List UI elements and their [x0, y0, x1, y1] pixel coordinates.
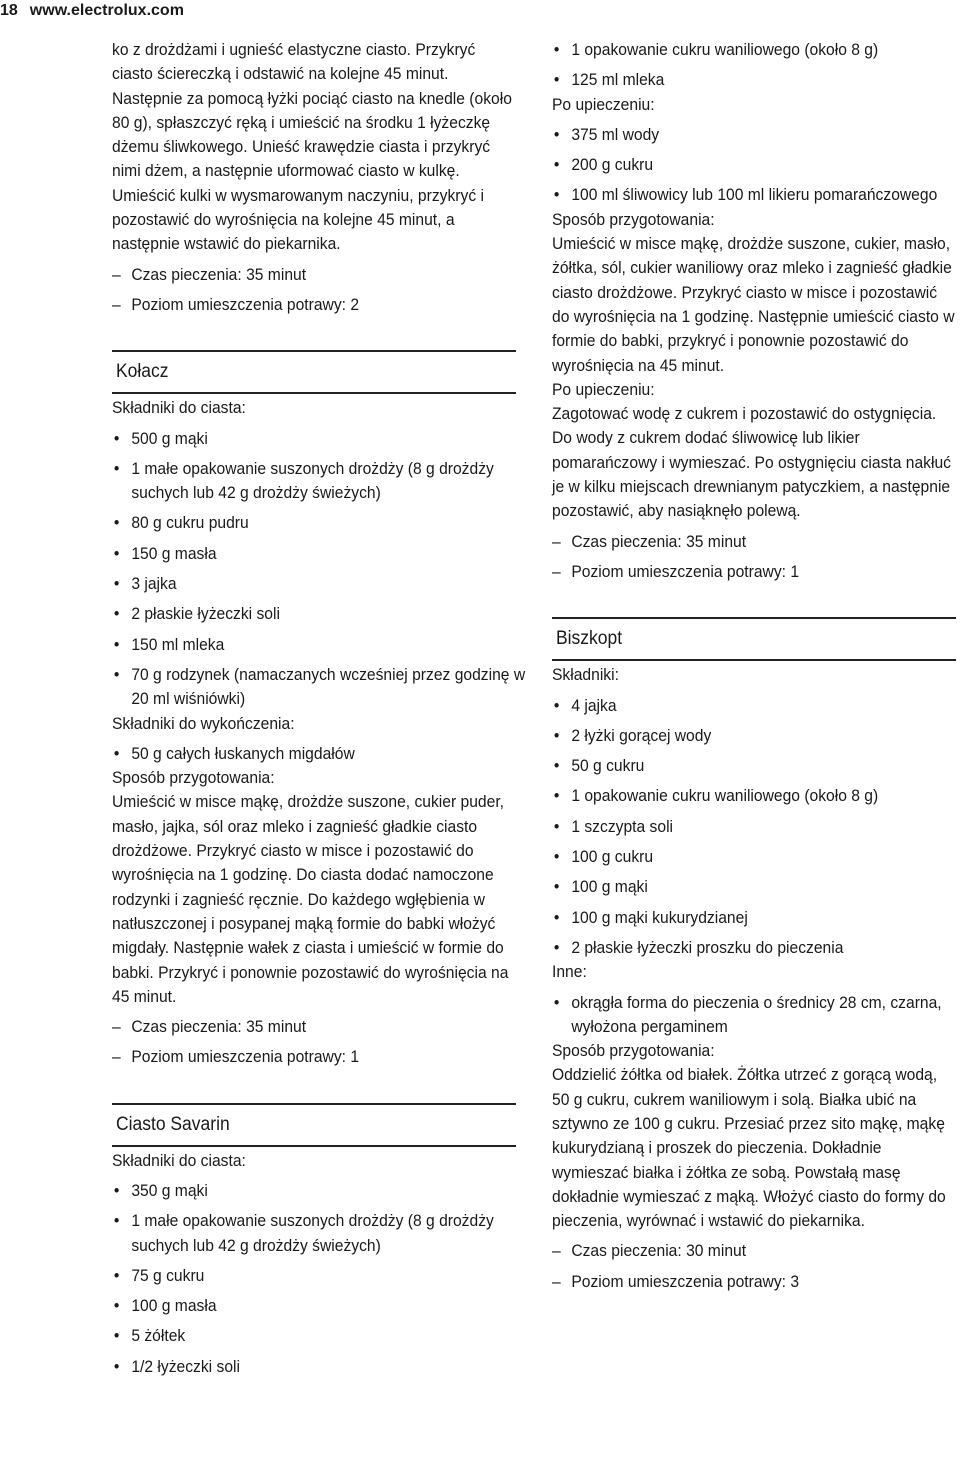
list-item: • 100 g masła [112, 1294, 535, 1318]
dash-item: – Poziom umieszczenia potrawy: 1 [552, 560, 960, 584]
dash-item: – Poziom umieszczenia potrawy: 2 [112, 293, 535, 317]
site-url: www.electrolux.com [29, 2, 184, 19]
list-item: • 1 szczypta soli [552, 815, 960, 839]
subheading: Sposób przygotowania: [112, 768, 275, 788]
list-item: • 100 g mąki kukurydzianej [552, 906, 960, 930]
list-item: • 50 g całych łuskanych migdałów [112, 742, 535, 766]
list-item: • 350 g mąki [112, 1179, 535, 1203]
right-column [552, 38, 956, 1294]
list-item: • 100 g cukru [552, 845, 960, 869]
method-paragraph: Umieścić w misce mąkę, drożdże suszone, cukier, masło, żółtka, sól, cukier waniliowy oraz mleko i zagnieść gładkie ciasto drożdżowe. Przykryć ciasto w misce i pozostawić do wyrośnięcia na 1 godzinę. Następnie umieścić ciasto w formie do babki, przykryć i ponownie pozostawić do wyrośnięcia na 45 minut. [552, 234, 955, 375]
list-item: • 1 opakowanie cukru waniliowego (około 8 g) [552, 784, 960, 808]
dash-item: – Czas pieczenia: 35 minut [112, 263, 535, 287]
left-column [112, 38, 526, 1379]
list-item: • 3 jajka [112, 572, 535, 596]
subheading: Składniki: [552, 665, 619, 685]
subheading: Składniki do ciasta: [112, 398, 246, 418]
list-item: • 4 jajka [552, 694, 960, 718]
page-number: 18 [0, 2, 18, 19]
method-paragraph: Oddzielić żółtka od białek. Żółtka utrzeć z gorącą wodą, 50 g cukru, cukrem waniliowym i solą. Białka ubić na sztywno ze 100 g cukru. Przesiać przez sito mąkę, mąkę kukurydzianą i proszek do pieczenia. Dokładnie wymieszać białka i żółtka ze sobą. Powstałą masę dokładnie wymieszać z mąką. Włożyć ciasto do formy do pieczenia, wyrównać i wstawić do piekarnika. [552, 1065, 946, 1231]
section-title-biszkopt: Biszkopt [552, 617, 956, 661]
after-paragraph: Zagotować wodę z cukrem i pozostawić do ostygnięcia. Do wody z cukrem dodać śliwowicę lub likier pomarańczowy i wymieszać. Po ostygnięciu ciasta nakłuć je w kilku miejscach drewnianym patyczkiem, a następnie pozostawić, aby nasiąknęło polewą. [552, 404, 951, 521]
list-item: • 75 g cukru [112, 1264, 535, 1288]
section-title-savarin: Ciasto Savarin [112, 1103, 516, 1147]
list-item: • 100 g mąki [552, 875, 960, 899]
subheading: Inne: [552, 962, 587, 982]
list-item: • 2 płaskie łyżeczki proszku do pieczenia [552, 936, 960, 960]
dash-item: – Czas pieczenia: 35 minut [112, 1015, 535, 1039]
list-item: • 5 żółtek [112, 1324, 535, 1348]
list-item: • 100 ml śliwowicy lub 100 ml likieru pomarańczowego [552, 183, 960, 207]
list-item: • 2 łyżki gorącej wody [552, 724, 960, 748]
subheading: Składniki do ciasta: [112, 1150, 246, 1170]
dash-item: – Poziom umieszczenia potrawy: 3 [552, 1270, 960, 1294]
list-item: • 2 płaskie łyżeczki soli [112, 602, 535, 626]
subheading: Po upieczeniu: [552, 379, 655, 399]
dash-item: – Poziom umieszczenia potrawy: 1 [112, 1045, 535, 1069]
list-item: • 500 g mąki [112, 427, 535, 451]
subheading: Składniki do wykończenia: [112, 713, 295, 733]
list-item: • 50 g cukru [552, 754, 960, 778]
list-item: • okrągła forma do pieczenia o średnicy 28 cm, czarna, wyłożona pergaminem [552, 991, 960, 1040]
list-item: • 70 g rodzynek (namaczanych wcześniej przez godzinę w 20 ml wiśniówki) [112, 663, 535, 712]
list-item: • 1 małe opakowanie suszonych drożdży (8 g drożdży suchych lub 42 g drożdży świeżych) [112, 1209, 535, 1258]
section-title-kolacz: Kołacz [112, 350, 516, 394]
subheading: Sposób przygotowania: [552, 209, 715, 229]
list-item: • 150 g masła [112, 542, 535, 566]
list-item: • 150 ml mleka [112, 633, 535, 657]
page-header [0, 2, 184, 20]
list-item: • 1 małe opakowanie suszonych drożdży (8 g drożdży suchych lub 42 g drożdży świeżych) [112, 457, 535, 506]
dash-item: – Czas pieczenia: 35 minut [552, 530, 960, 554]
dash-item: – Czas pieczenia: 30 minut [552, 1239, 960, 1263]
list-item: • 1/2 łyżeczki soli [112, 1355, 535, 1379]
list-item: • 1 opakowanie cukru waniliowego (około 8 g) [552, 38, 960, 62]
list-item: • 80 g cukru pudru [112, 511, 535, 535]
list-item: • 125 ml mleka [552, 68, 960, 92]
list-item: • 200 g cukru [552, 153, 960, 177]
subheading: Po upieczeniu: [552, 94, 655, 114]
list-item: • 375 ml wody [552, 123, 960, 147]
subheading: Sposób przygotowania: [552, 1041, 715, 1061]
method-paragraph: Umieścić w misce mąkę, drożdże suszone, cukier puder, masło, jajka, sól oraz mleko i zagnieść gładkie ciasto drożdżowe. Przykryć ciasto w misce i pozostawić do wyrośnięcia na 1 godzinę. Do ciasta dodać namoczone rodzynki i zagnieść ręcznie. Do każdego wgłębienia w natłuszczonej i posypanej mąką formie do babki włożyć migdały. Następnie wałek z ciasta i umieścić w formie do babki. Przykryć i ponownie pozostawić do wyrośnięcia na 45 minut. [112, 792, 509, 1006]
intro-paragraph: ko z drożdżami i ugnieść elastyczne ciasto. Przykryć ciasto ściereczką i odstawić na kolejne 45 minut. Następnie za pomocą łyżki pociąć ciasto na knedle (około 80 g), spłaszczyć ręką i umieścić na środku 1 łyżeczkę dżemu śliwkowego. Unieść krawędzie ciasta i przykryć nimi dżem, a następnie uformować ciasto w kulkę. Umieścić kulki w wysmarowanym naczyniu, przykryć i pozostawić do wyrośnięcia na kolejne 45 minut, a następnie wstawić do piekarnika. [112, 40, 512, 254]
